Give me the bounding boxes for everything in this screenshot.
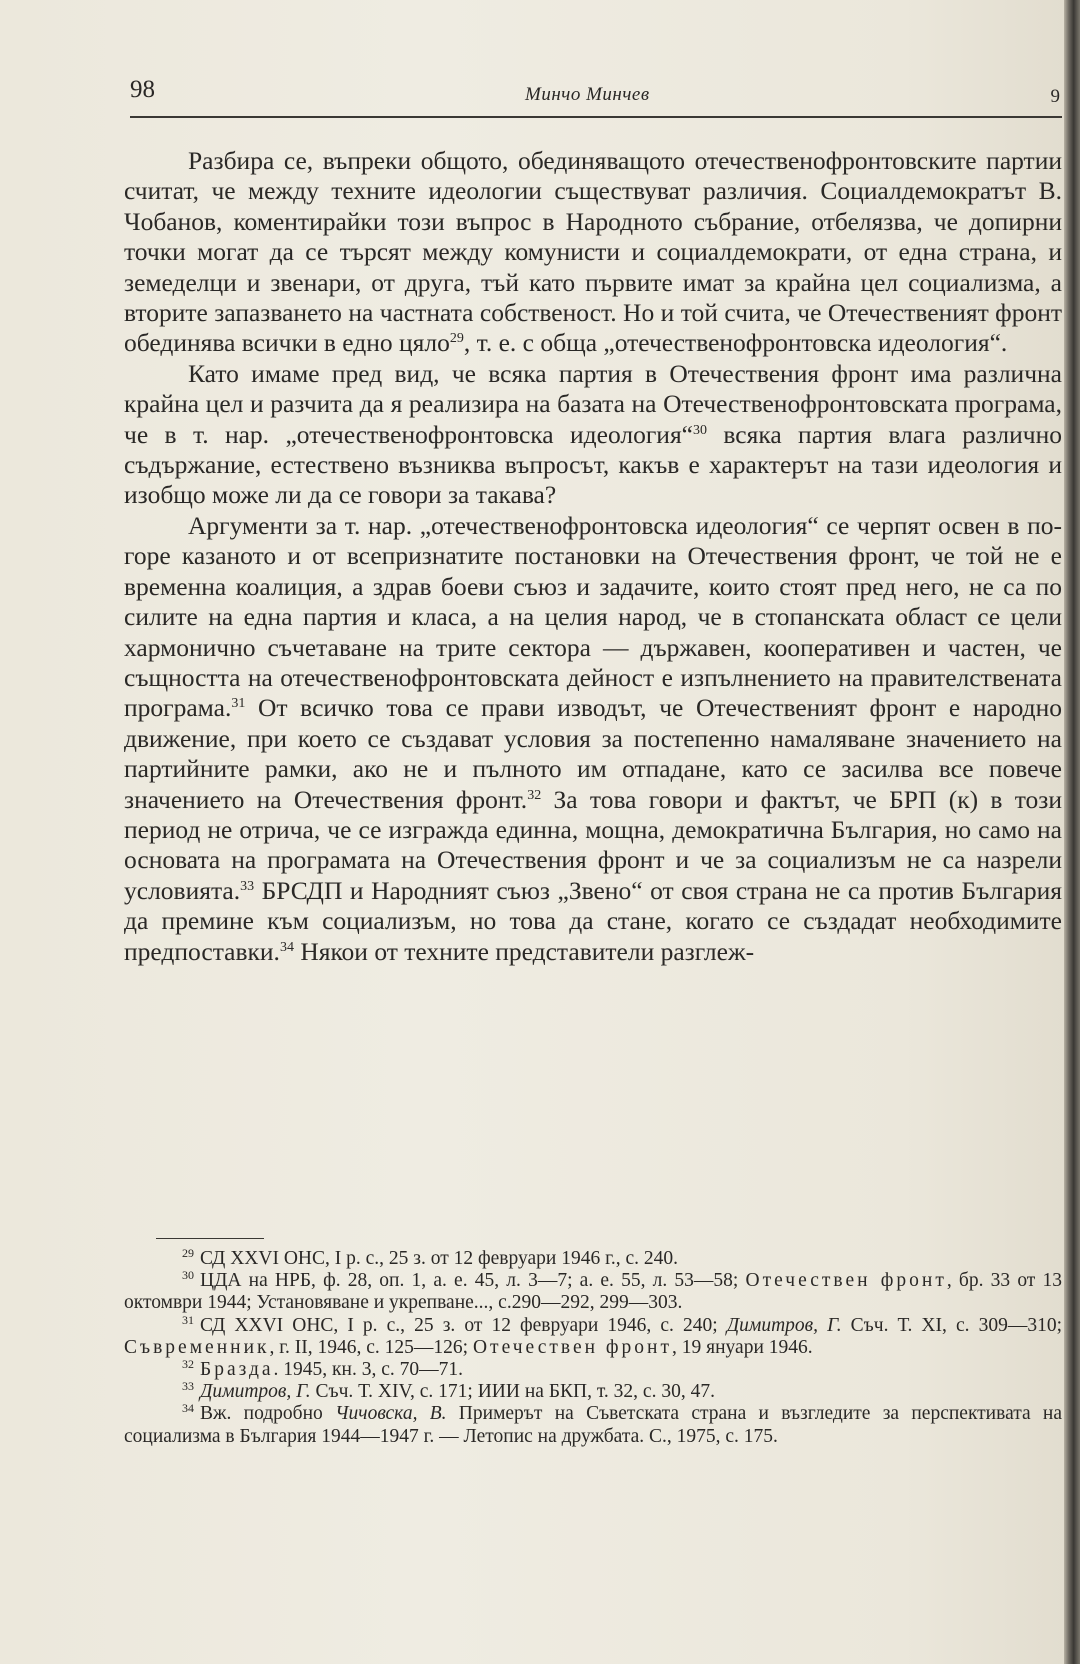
paragraph-text: За това говори и фактът, че БРП (к) в този период не отрича, че се изгражда единна, мощна, демократична България, но само на основата на програмата на Отечествения фронт и че за социализъм не са назрели условията. [124,784,1062,905]
footnote-number: 29 [182,1246,194,1260]
footnote-29 [124,1248,1062,1270]
footnote-number: 34 [182,1401,194,1416]
footnote-text: ЦДА на НРБ, ф. 28, оп. 1, а. е. 45, л. 3—7; а. е. 55, л. 53—58; [200,1270,746,1292]
footnotes [124,1248,1062,1448]
header-rule [130,116,1062,118]
footnote-author-italic: Димитров, Г. [200,1381,311,1403]
footnote-ref: 30 [693,422,707,438]
footnote-32 [124,1359,1062,1381]
footnote-text: Съч. Т. XI, с. 309—310; [841,1314,1062,1336]
body-text [124,146,1062,967]
footnote-number: 32 [182,1357,194,1372]
footnote-text: СД XXVI ОНС, I р. с., 25 з. от 12 февруари 1946 г., с. 240. [200,1248,679,1269]
running-head: Минчо Минчев [525,84,650,105]
paragraph-3 [124,511,1062,967]
footnote-source-spaced: Съвременник [124,1336,270,1358]
footnote-author-italic: Димитров, Г. [726,1314,842,1336]
footnote-text: , 19 януари 1946. [672,1336,813,1358]
footnote-text: . 1945, кн. 3, с. 70—71. [273,1359,463,1381]
footnote-34 [124,1403,1062,1447]
paragraph-text: , т. е. с обща „отечественофронтовска идеология“. [463,328,1008,358]
footnote-33 [124,1381,1062,1403]
book-spine-shadow [1064,0,1080,1664]
paragraph-text: всяка партия влага различно съдържание, естествено възниква въпросът, какъв е характерът на тази идеология и изобщо може ли да се говори за такава? [124,419,1062,510]
page-number: 98 [130,76,155,103]
paragraph-text: От всичко това се прави изводът, че Отечественият фронт е народно движение, при което се създават условия за постепенно намаляване значението на партийните рамки, ако не и пълното им отпадане, като се засилва все повече значението на Отечествения фронт. [124,693,1062,814]
paragraph-1 [124,146,1062,359]
paragraph-text: Някои от техните представители разглеж- [293,936,755,966]
paragraph-text: Като имаме пред вид, че всяка партия в Отечествения фронт има различна крайна цел и разчита да я реализира на базата на Отечественофронтовската програма, че в т. нар. „отечественофронтовска идеология“ [124,358,1062,449]
footnote-30 [124,1270,1062,1314]
footnote-text: Примерът на Съветската страна и възгледите за перспективата на социализма в България 1944—1947 г. — Летопис на дружбата. С., 1975, с. 175. [124,1403,1062,1447]
footnote-source-spaced: Отечествен фронт [472,1336,673,1358]
footnote-ref: 29 [449,331,464,347]
footnote-ref: 34 [279,939,294,955]
paragraph-text: БРСДП и Народният съюз „Звено“ от своя страна не са против България да премине към социализъм, но това да стане, когато се създадат необходимите предпоставки. [124,875,1062,966]
page-header [130,76,1060,112]
footnote-source-spaced: Отечествен фронт [745,1270,947,1292]
header-edge-mark: 9 [1050,86,1060,107]
footnote-separator [156,1238,264,1239]
paragraph-text: Разбира се, въпреки общото, обединяващото отечественофронтовските партии считат, че между техните идеологии съществуват различия. Социалдемократът В. Чобанов, коментирайки този въпрос в Народното събрание, отбелязва, че допирни точки могат да се търсят между комунисти и социалдемократи, от една страна, и земеделци и звенари, от друга, тъй като първите имат за крайна цел социализма, а вторите запазването на частната собственост. Но и той счита, че Отечественият фронт обединява всички в едно цяло [124,146,1062,358]
footnote-text: , бр. 33 от 13 октомври 1944; Установяване и укрепване..., с.290—292, 299—303. [124,1270,1063,1314]
footnote-ref: 32 [527,787,542,803]
footnote-number: 33 [182,1379,194,1394]
footnote-author-italic: Чичовска, В. [335,1403,447,1425]
footnote-source-spaced: Бразда [200,1359,274,1381]
footnote-text: Вж. подробно [200,1403,336,1425]
footnote-text: СД XXVI ОНС, I р. с., 25 з. от 12 февруари 1946, с. 240; [200,1314,727,1336]
paragraph-text: Аргументи за т. нар. „отечественофронтовска идеология“ се черпят освен в по-горе казаното и от всепризнатите постановки на Отечествения фронт, че той не е временна коалиция, а здрав боеви съюз и задачите, които стоят пред него, не са по силите на една партия и класа, а на целия народ, че в стопанската област се цели хармонично съчетаване на трите сектора — държавен, кооперативен и частен, че същността на отечественофронтовската дейност е изпълнението на правителствената програма. [124,510,1062,723]
footnote-text: Съч. Т. XIV, с. 171; ИИИ на БКП, т. 32, с. 30, 47. [310,1381,715,1403]
footnote-ref: 31 [231,696,246,712]
footnote-text: , г. II, 1946, с. 125—126; [269,1336,473,1358]
paragraph-2 [124,359,1062,511]
footnote-number: 31 [182,1312,194,1327]
footnote-number: 30 [182,1268,194,1283]
footnote-31 [124,1312,1062,1359]
footnote-ref: 33 [240,878,255,894]
